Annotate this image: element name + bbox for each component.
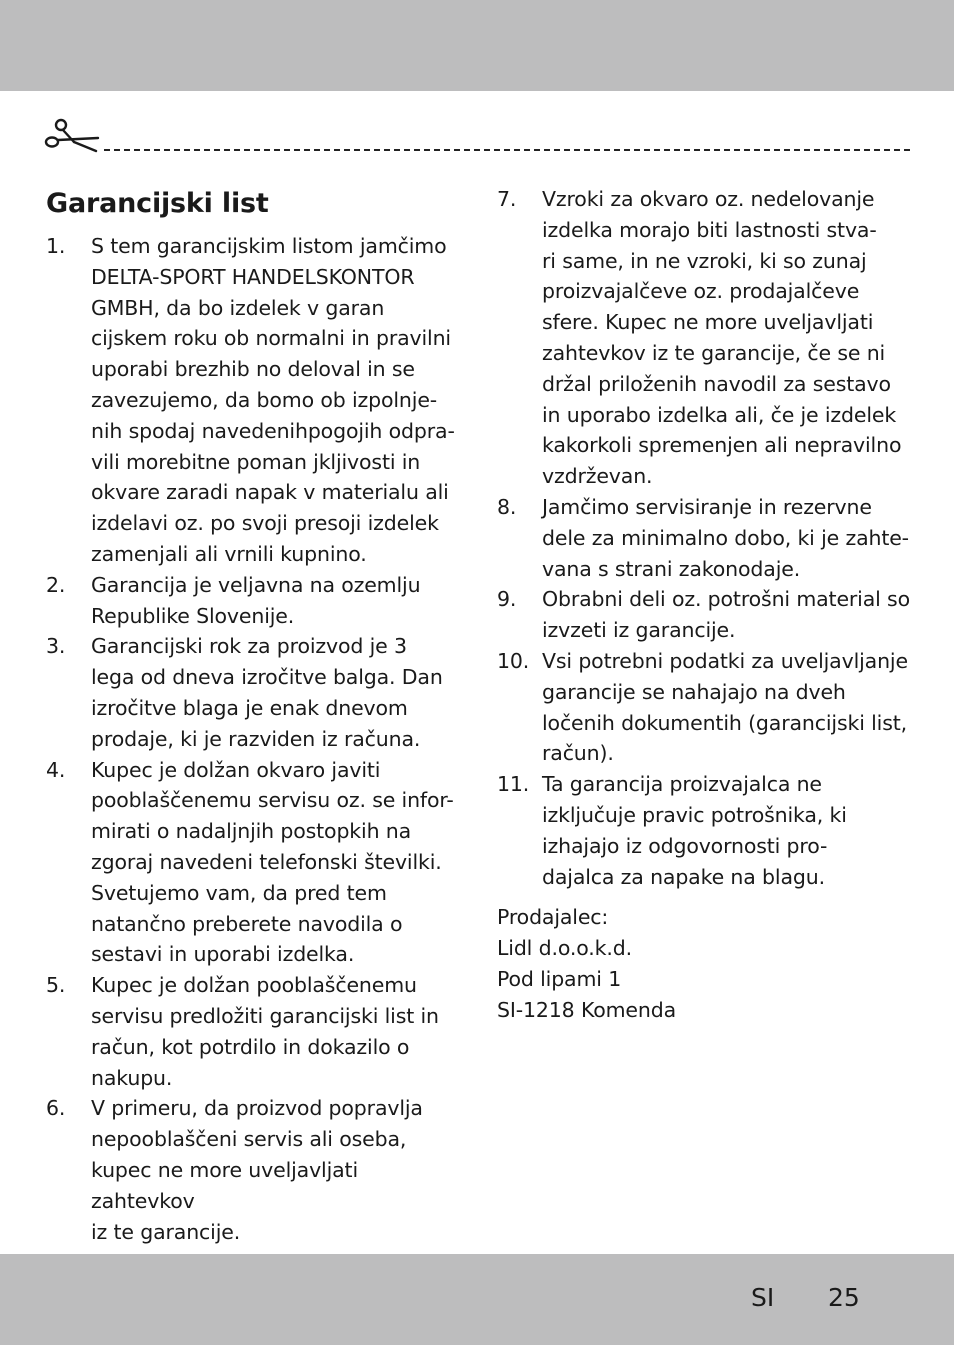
item-text: Vzroki za okvaro oz. nedelovanje izdelka morajo biti lastnosti stva- ri same, in ne vzroki, ki so zunaj proizvajalčeve oz. prodajalčeve sfere. Kupec ne more uveljavljati zahtevkov iz te garancije, če se ni držal priloženih navodil za sestavo in uporabo izdelka ali, če je izdelek kakorkoli spremenjen ali nepravilno vzdrževan. [542, 187, 902, 489]
warranty-item [46, 631, 466, 754]
dashed-cut-line [104, 149, 910, 151]
warranty-item [497, 492, 917, 584]
page-number: 25 [828, 1283, 860, 1312]
item-text: Kupec je dolžan okvaro javiti pooblaščenemu servisu oz. se infor- mirati o nadaljnjih postopkih na zgoraj navedeni telefonski številki. Svetujemo vam, da pred tem natančno preberete navodila o sestavi in uporabi izdelka. [91, 757, 454, 967]
warranty-item [497, 769, 917, 892]
left-column [46, 231, 466, 1247]
scissors-icon [44, 118, 100, 158]
warranty-item [497, 646, 917, 769]
item-number: 11. [497, 772, 530, 797]
item-text: Vsi potrebni podatki za uveljavljanje garancije se nahajajo na dveh ločenih dokumentih (garancijski list, račun). [542, 648, 908, 766]
item-text: V primeru, da proizvod popravlja nepooblaščeni servis ali oseba, kupec ne more uveljavljati zahtevkov iz te garancije. [91, 1096, 423, 1244]
item-text: Garancija je veljavna na ozemlju Republike Slovenije. [91, 572, 421, 628]
item-text: Garancijski rok za proizvod je 3 lega od dneva izročitve balga. Dan izročitve blaga je enak dnevom prodaje, ki je razviden iz računa. [91, 634, 443, 751]
seller-block [497, 902, 917, 1025]
warranty-item [46, 970, 466, 1093]
item-text: Obrabni deli oz. potrošni material so izvzeti iz garancije. [542, 587, 910, 643]
seller-line: Lidl d.o.o.k.d. [497, 936, 632, 961]
item-number: 4. [46, 757, 66, 782]
header-band [0, 0, 954, 91]
item-number: 6. [46, 1096, 66, 1121]
cut-line [44, 118, 910, 158]
language-code: SI [751, 1283, 775, 1312]
warranty-list-right [497, 184, 917, 892]
warranty-item [46, 755, 466, 971]
item-number: 7. [497, 187, 517, 211]
item-text: Ta garancija proizvajalca ne izključuje pravic potrošnika, ki izhajajo iz odgovornosti pro- dajalca za napake na blagu. [542, 772, 847, 889]
right-column [497, 184, 917, 1026]
warranty-item [46, 1093, 466, 1247]
item-text: Jamčimo servisiranje in rezervne dele za minimalno dobo, ki je zahte- vana s strani zakonodaje. [542, 494, 909, 581]
seller-label: Prodajalec: [497, 905, 609, 930]
item-text: Kupec je dolžan pooblaščenemu servisu predložiti garancijski list in račun, kot potrdilo in dokazilo o nakupu. [91, 973, 439, 1090]
warranty-item [46, 570, 466, 632]
item-number: 2. [46, 572, 66, 597]
item-number: 5. [46, 973, 66, 998]
warranty-item [497, 184, 917, 492]
seller-line: Pod lipami 1 [497, 966, 622, 991]
seller-line: SI-1218 Komenda [497, 997, 677, 1022]
warranty-item [497, 584, 917, 646]
item-number: 8. [497, 494, 517, 519]
item-number: 10. [497, 648, 530, 673]
item-number: 1. [46, 234, 66, 258]
item-text: S tem garancijskim listom jamčimo DELTA-SPORT HANDELSKONTOR GMBH, da bo izdelek v garan cijskem roku ob normalni in pravilni uporabi brezhib no deloval in se zavezujemo, da bomo ob izpolnje- nih spodaj navedenihpogojih odpra- vili morebitne poman jkljivosti in okvare zaradi napak v materialu ali izdelavi oz. po svoji presoji izdelek zamenjali ali vrnili kupnino. [91, 234, 455, 566]
warranty-item [46, 231, 466, 570]
item-number: 9. [497, 587, 517, 612]
footer-band [0, 1254, 954, 1345]
warranty-list-left [46, 231, 466, 1247]
page-heading: Garancijski list [46, 188, 269, 219]
item-number: 3. [46, 634, 66, 659]
